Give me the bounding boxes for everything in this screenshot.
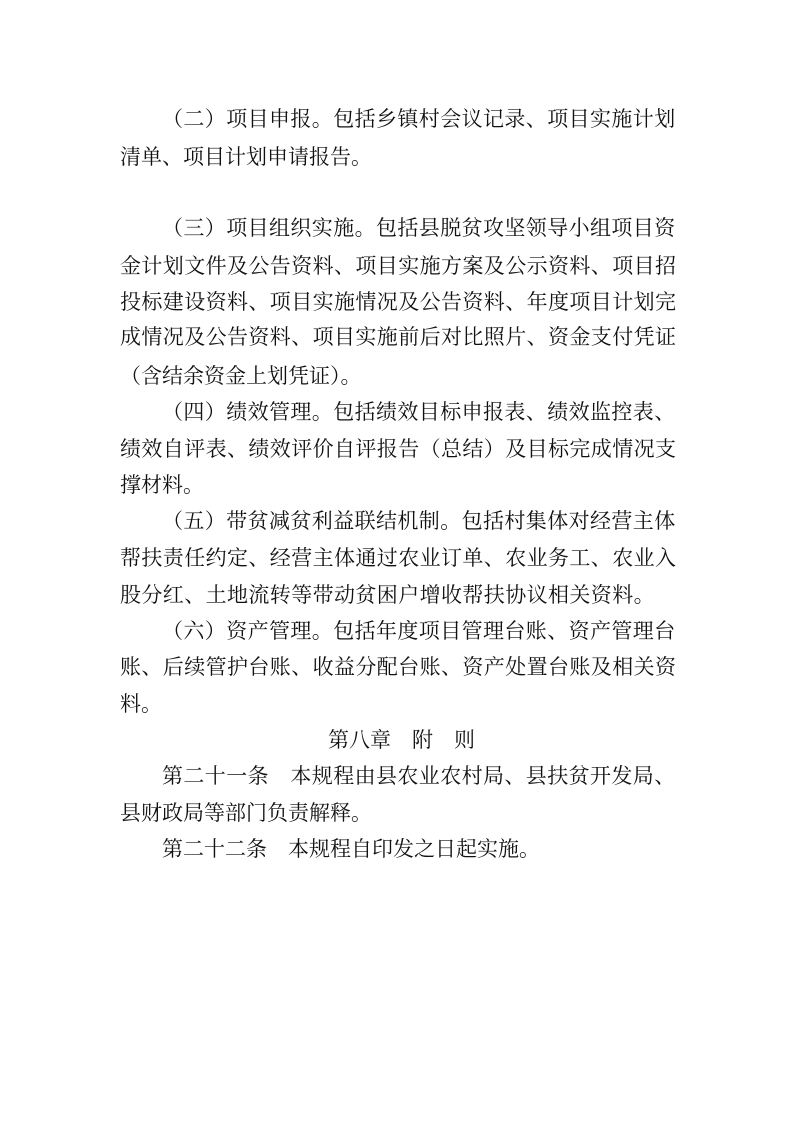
paragraph-6-line-2: 账、后续管护台账、收益分配台账、资产处置台账及相关资: [120, 655, 677, 679]
chapter-heading: 第八章 附 则: [328, 728, 475, 752]
paragraph-3-line-4: 成情况及公告资料、项目实施前后对比照片、资金支付凭证: [120, 325, 677, 349]
paragraph-2-line-1: （二）项目申报。包括乡镇村会议记录、项目实施计划: [162, 107, 676, 131]
paragraph-3-line-1: （三）项目组织实施。包括县脱贫攻坚领导小组项目资: [162, 216, 676, 240]
paragraph-6-line-1: （六）资产管理。包括年度项目管理台账、资产管理台: [162, 619, 676, 643]
paragraph-5-line-3: 股分红、土地流转等带动贫困户增收帮扶协议相关资料。: [120, 583, 655, 607]
paragraph-5-line-2: 帮扶责任约定、经营主体通过农业订单、农业务工、农业入: [120, 546, 677, 570]
paragraph-4-line-2: 绩效自评表、绩效评价自评报告（总结）及目标完成情况支: [120, 437, 677, 461]
paragraph-5-line-1: （五）带贫减贫利益联结机制。包括村集体对经营主体: [162, 509, 676, 533]
paragraph-4-line-3: 撑材料。: [120, 473, 204, 497]
paragraph-3-line-2: 金计划文件及公告资料、项目实施方案及公示资料、项目招: [120, 254, 677, 278]
paragraph-2-line-2: 清单、项目计划申请报告。: [120, 145, 372, 169]
paragraph-6-line-3: 料。: [120, 692, 162, 716]
paragraph-3-line-3: 投标建设资料、项目实施情况及公告资料、年度项目计划完: [120, 290, 677, 314]
article-21-line-2: 县财政局等部门负责解释。: [120, 801, 372, 825]
paragraph-3-line-5: （含结余资金上划凭证）。: [120, 364, 362, 388]
paragraph-4-line-1: （四）绩效管理。包括绩效目标申报表、绩效监控表、: [162, 400, 676, 424]
article-21-line-1: 第二十一条 本规程由县农业农村局、县扶贫开发局、: [162, 764, 676, 788]
article-22-line-1: 第二十二条 本规程自印发之日起实施。: [162, 837, 540, 861]
